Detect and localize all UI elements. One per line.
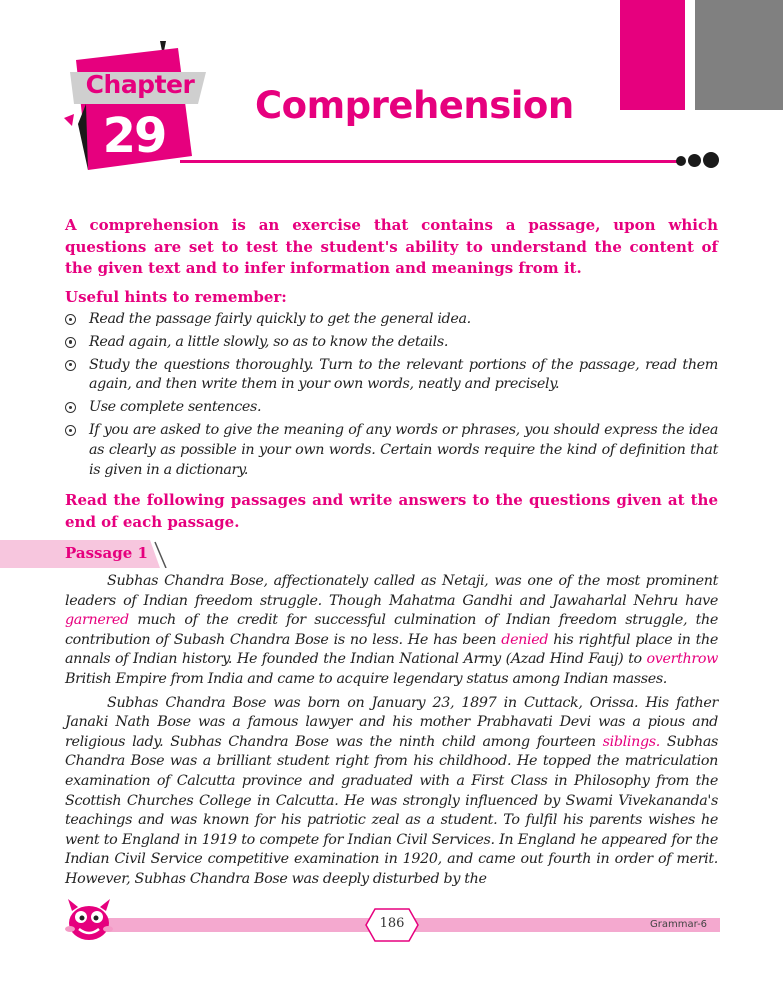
passage-paragraph-1: Subhas Chandra Bose, affectionately called as Netaji, was one of the most prominent leaders of Indian freedom struggle. Though Mahatma Gandhi and Jawaharlal Nehru have garnered much of the credit for successful culmination of Indian freedom struggle, the contribution of Subash Chandra Bose is no less. He has been denied his rightful place in the annals of Indian history. He founded the Indian National Army (Azad Hind Fauj) to overthrow British Empire from India and came to acquire legendary status among Indian masses. [65,573,719,687]
highlight-word: overthrow [646,651,718,668]
rule-dot-large [703,152,719,168]
chapter-number: 29 [102,108,166,164]
hints-heading: Useful hints to remember: [65,288,287,306]
highlight-word: garnered [65,612,129,629]
passage-label: Passage 1 [65,544,148,562]
monster-mascot-icon [62,895,116,943]
list-item: Read the passage fairly quickly to get the general idea. [65,310,718,330]
bullet-icon [65,425,76,436]
list-item: If you are asked to give the meaning of any words or phrases, you should express the idea as clearly as possible in your own words. Certain words require the kind of definition that is given in a dictionary. [65,421,718,480]
bullet-icon [65,360,76,371]
list-item: Read again, a little slowly, so as to know the details. [65,333,718,353]
highlight-word: denied [501,631,549,648]
page-title: Comprehension [255,84,574,127]
highlight-word: siblings. [602,733,660,750]
instruction-text: Read the following passages and write answers to the questions given at the end of each passage. [65,491,718,531]
title-rule [180,160,680,163]
corner-block-grey [695,0,783,110]
bullet-icon [65,314,76,325]
hints-list [65,310,718,483]
chapter-label: Chapter [85,70,195,99]
bullet-icon [65,337,76,348]
list-item: Use complete sentences. [65,398,718,418]
badge-ribbon-tail [64,114,74,126]
page-number: 186 [379,916,405,931]
list-item: Study the questions thoroughly. Turn to the relevant portions of the passage, read them again, and then write them in your own words, neatly and precisely. [65,356,718,396]
passage-paragraph-2: Subhas Chandra Bose was born on January 23, 1897 in Cuttack, Orissa. His father Janaki Nath Bose was a famous lawyer and his mother Prabhavati Devi was a pious and religious lady. Subhas Chandra Bose was the ninth child among fourteen siblings. Subhas Chandra Bose was a brilliant student right from his childhood. He topped the matriculation examination of Calcutta province and graduated with a First Class in Philosophy from the Scottish Churches College in Calcutta. He was strongly influenced by Swami Vivekananda's teachings and was known for his patriotic zeal as a student. To fulfil his parents wishes he went to England in 1919 to compete for Indian Civil Services. In England he appeared for the Indian Civil Service competitive examination in 1920, and came out fourth in order of merit. However, Subhas Chandra Bose was deeply disturbed by the [65,694,719,887]
rule-dot-small [676,156,686,166]
intro-paragraph: A comprehension is an exercise that contains a passage, upon which questions are set to test the student's ability to understand the content of the given text and to infer information and meanings from it. [65,216,718,277]
rule-dot-medium [688,154,701,167]
bullet-icon [65,402,76,413]
corner-block-pink [620,0,685,110]
passage-body [65,572,718,894]
book-title: Grammar-6 [650,919,708,930]
